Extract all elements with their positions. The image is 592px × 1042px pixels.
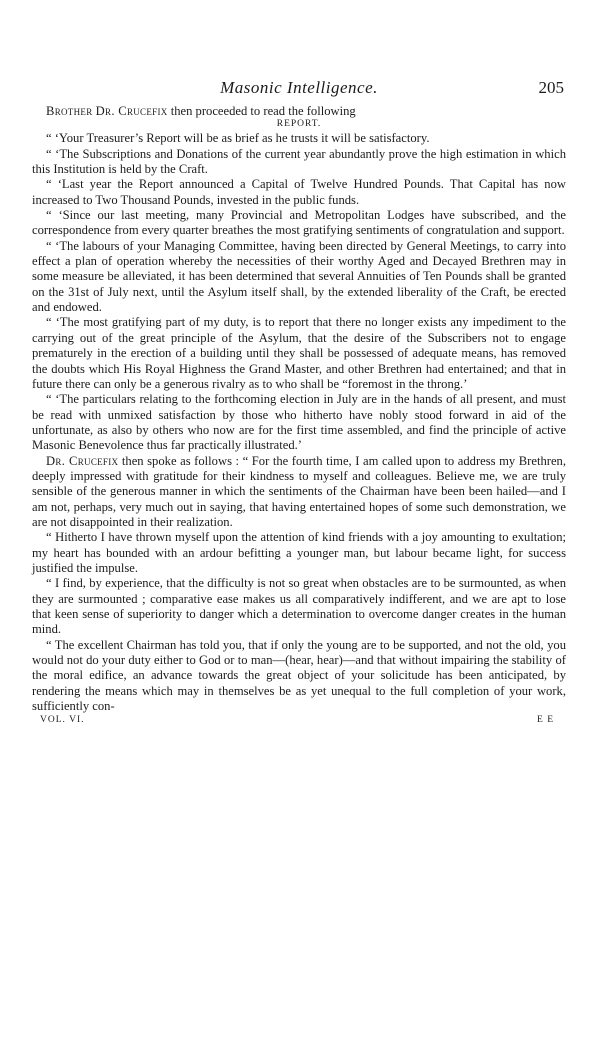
paragraph: “ ‘The Subscriptions and Donations of the current year abundantly prove the high estimation in which this Institution is held by the Craft. [32,146,566,177]
paragraph: “ The excellent Chairman has told you, that if only the young are to be supported, and not the old, you would not do your duty either to God or to man—(hear, hear)—and that without impairing the stability of the moral edifice, an advance towards the great object of your solicitude has been anticipated, by rendering the means which may in themselves be as yet unequal to the full completion of your work, sufficiently con- [32,637,566,714]
paragraph: “ ‘Since our last meeting, many Provincial and Metropolitan Lodges have subscribed, and the correspondence from every quarter breathes the most gratifying sentiments of congratulation and support. [32,208,566,238]
running-title: Masonic Intelligence. [220,78,378,97]
signature-mark: E E [537,715,554,726]
speech-name: Dr. Crucefix [46,453,119,468]
paragraph: “ ‘The most gratifying part of my duty, is to report that there no longer exists any impediment to the carrying out of the great principle of the Asylum, that the desire of the Subscribers not to engage prematurely in the erection of a building until they shall be possessed of adequate means, has removed the doubts which His Royal Highness the Grand Master, and other Brethren had entertained; and that in future there can only be a generous rivalry as to who shall be “foremost in the throng.’ [32,315,566,391]
volume-label: VOL. VI. [40,715,85,726]
paragraph: “ ‘Your Treasurer’s Report will be as brief as he trusts it will be satisfactory. [46,131,430,146]
intro-brother: Brother [46,104,93,118]
speech-paragraph [32,454,566,531]
page-number: 205 [538,78,564,97]
paragraph: “ Hitherto I have thrown myself upon the attention of kind friends with a joy amounting to exultation; my heart has bounded with an ardour befitting a younger man, but labour became light, for success justified the impulse. [32,530,566,575]
speech-text: then spoke as follows : “ For the fourth time, I am called upon to address my Brethren, deeply impressed with gratitude for their kindness to myself and colleagues. Believe me, we are truly sensible of the generous manner in which the sentiments of the Chairman have been been hailed—and I am not, perhaps, very much out in saying, that having entertained hopes of some such demonstration, we are not disappointed in their realization. [32,453,566,529]
page-header [32,78,566,104]
intro-text: then proceeded to read the following [167,104,356,118]
intro-name: Dr. Crucefix [95,104,168,118]
document-page [32,78,566,725]
intro-paragraph [32,104,566,119]
body-text [32,104,566,714]
report-heading: REPORT. [276,119,322,130]
paragraph: “ ‘The labours of your Managing Committee, having been directed by General Meetings, to carry into effect a plan of operation whereby the necessities of their worthy Aged and Decayed Brethren may in some measure be alleviated, it has been determined that several Annuities of Ten Pounds shall be granted on the 31st of July next, until the Asylum itself shall, by the extended liberality of the Craft, be erected and endowed. [32,238,566,315]
page-footer [32,715,566,725]
paragraph: “ I find, by experience, that the difficulty is not so great when obstacles are to be surmounted, as when they are surmounted ; comparative ease makes us all comparatively indifferent, and we are apt to lose that keen sense of superiority to danger which a determination to overcome danger creates in the human mind. [32,576,566,637]
paragraph: “ ‘Last year the Report announced a Capital of Twelve Hundred Pounds. That Capital has now increased to Two Thousand Pounds, invested in the public funds. [32,177,566,207]
paragraph: “ ‘The particulars relating to the forthcoming election in July are in the hands of all present, and must be read with unmixed satisfaction by those who hitherto have nobly stood forward in aid of the unfortunate, as also by others who now are for the first time assembled, and find the principle of active Masonic Benevolence thus far practically illustrated.’ [32,392,566,453]
